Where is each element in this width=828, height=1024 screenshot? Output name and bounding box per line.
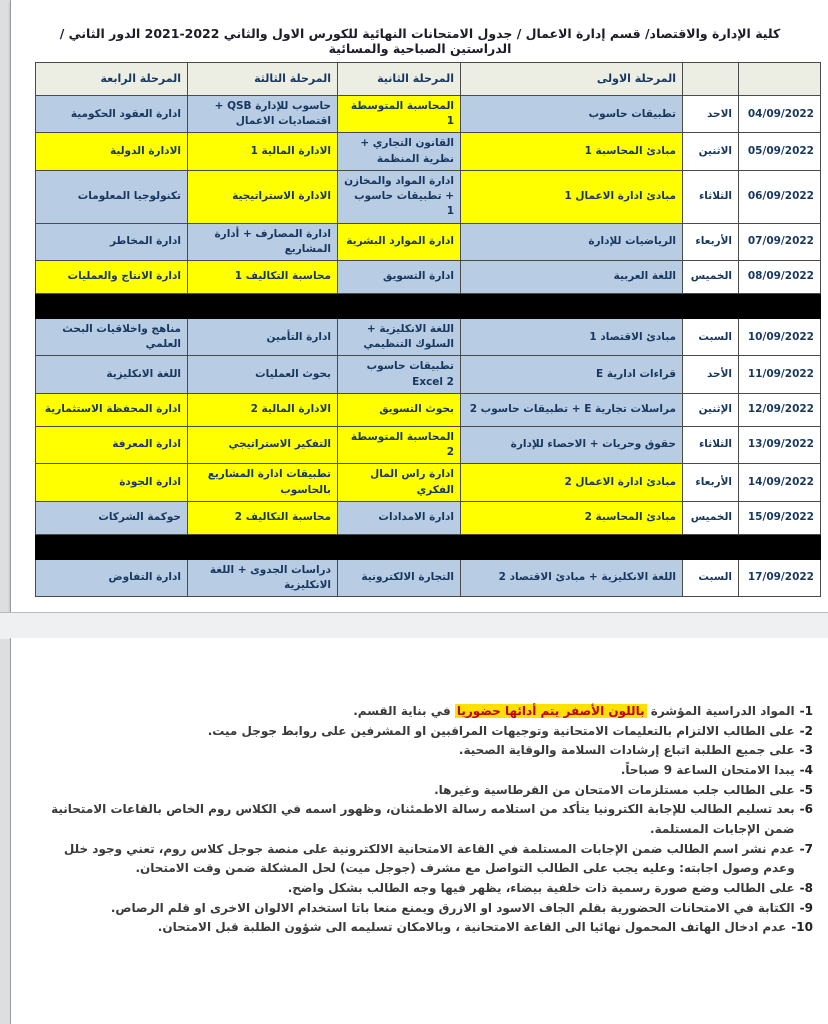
table-row <box>36 426 821 463</box>
date-cell: 15/09/2022 <box>739 501 821 534</box>
yellow-highlight: باللون الأصفر يتم أدائها حضوريا <box>456 704 645 718</box>
exam-cell-stage4: ادارة الانتاج والعمليات <box>36 260 188 293</box>
day-cell: الأحد <box>683 356 739 393</box>
note-text <box>39 741 795 761</box>
exam-cell-stage2: القانون التجاري + نظرية المنظمة <box>338 133 461 170</box>
exam-cell-stage1: حقوق وحريات + الاحصاء للإدارة <box>461 426 683 463</box>
separator-bar <box>36 534 821 559</box>
table-row <box>36 356 821 393</box>
exam-cell-stage4: ادارة المعرفة <box>36 426 188 463</box>
table-row <box>36 464 821 501</box>
day-cell: الإثنين <box>683 393 739 426</box>
exam-cell-stage4: اللغة الانكليزية <box>36 356 188 393</box>
exam-table-body <box>36 96 821 597</box>
separator-row <box>36 534 821 559</box>
note-number: 5- <box>799 782 813 797</box>
table-row <box>36 501 821 534</box>
note-text <box>39 722 795 742</box>
date-cell: 11/09/2022 <box>739 356 821 393</box>
date-cell: 10/09/2022 <box>739 318 821 355</box>
note-text <box>39 879 795 899</box>
exam-cell-stage2: ادارة راس المال الفكري <box>338 464 461 501</box>
exam-cell-stage3: تطبيقات ادارة المشاريع بالحاسوب <box>188 464 338 501</box>
table-row <box>36 393 821 426</box>
note-text <box>39 761 795 781</box>
table-row <box>36 559 821 596</box>
note-text <box>39 899 795 919</box>
day-cell: الاحد <box>683 96 739 133</box>
date-cell: 05/09/2022 <box>739 133 821 170</box>
exam-table <box>35 62 821 597</box>
header-stage1: المرحلة الاولى <box>461 63 683 96</box>
exam-cell-stage4: ادارة الجودة <box>36 464 188 501</box>
note-text-segment: على جميع الطلبة اتباع إرشادات السلامة والوقاية الصحية. <box>458 743 795 758</box>
note-text-segment: عدم نشر اسم الطالب ضمن الإجابات المستلمة في القاعة الامتحانية الالكترونية على منصة جوجل كلاس روم، تعني وجود خلل وعدم وصول اجابته: وعليه يجب على الطالب التواصل مع مشرف (جوجل ميت) لحل المشكلة ضمن وقت الامتحان. <box>63 841 795 876</box>
note-item <box>39 918 813 938</box>
note-text-segment: عدم ادخال الهاتف المحمول نهائيا الى القاعة الامتحانية ، وبالامكان تسليمه الى شؤون الطلبة قبل الامتحان. <box>157 920 787 935</box>
exam-cell-stage1: مبادئ ادارة الاعمال 1 <box>461 170 683 223</box>
exam-cell-stage1: اللغة العربية <box>461 260 683 293</box>
header-day <box>683 63 739 96</box>
page-2 <box>10 638 828 1024</box>
exam-cell-stage2: ادارة المواد والمخازن + تطبيقات حاسوب 1 <box>338 170 461 223</box>
note-number: 6- <box>799 802 813 817</box>
exam-cell-stage1: الرياضيات للإدارة <box>461 223 683 260</box>
day-cell: الخميس <box>683 501 739 534</box>
note-number: 2- <box>799 723 813 738</box>
note-text <box>39 840 795 879</box>
header-stage4: المرحلة الرابعة <box>36 63 188 96</box>
note-item <box>39 781 813 801</box>
note-text-segment: المواد الدراسية المؤشرة <box>646 704 795 718</box>
day-cell: الاثنين <box>683 133 739 170</box>
note-item <box>39 879 813 899</box>
note-number: 8- <box>799 881 813 896</box>
table-row <box>36 260 821 293</box>
note-number: 1- <box>799 704 813 718</box>
note-item <box>39 702 813 722</box>
note-text-segment: بعد تسليم الطالب للإجابة الكترونيا يتأكد من استلامه رسالة الاطمئنان، وظهور اسمه في الكلاس روم الخاص بالقاعات الامتحانية ضمن الإجابات المستلمة. <box>51 802 795 837</box>
day-cell: الخميس <box>683 260 739 293</box>
note-text-segment: على الطالب جلب مستلزمات الامتحان من القرطاسية وغيرها. <box>434 782 795 797</box>
note-text-segment: الكتابة في الامتحانات الحضورية بقلم الجاف الاسود او الازرق ويمنع منعا باتا استخدام الالوان الاخرى او قلم الرصاص. <box>110 900 795 915</box>
exam-cell-stage2: التجارة الالكترونية <box>338 559 461 596</box>
exam-cell-stage1: مبادئ المحاسبة 1 <box>461 133 683 170</box>
exam-cell-stage3: الادارة المالية 1 <box>188 133 338 170</box>
day-cell: الأربعاء <box>683 223 739 260</box>
exam-cell-stage2: ادارة التسويق <box>338 260 461 293</box>
note-text-segment: على الطالب الالتزام بالتعليمات الامتحانية وتوجيهات المراقبين او المشرفين على روابط جوجل ميت. <box>207 723 795 738</box>
note-text <box>39 702 795 722</box>
note-item <box>39 722 813 742</box>
separator-row <box>36 293 821 318</box>
exam-cell-stage4: الادارة الدولية <box>36 133 188 170</box>
note-item <box>39 741 813 761</box>
exam-table-header <box>36 63 821 96</box>
note-text <box>39 781 795 801</box>
exam-cell-stage3: ادارة التأمين <box>188 318 338 355</box>
date-cell: 08/09/2022 <box>739 260 821 293</box>
header-row <box>36 63 821 96</box>
exam-cell-stage3: الادارة المالية 2 <box>188 393 338 426</box>
note-number: 7- <box>799 841 813 856</box>
exam-cell-stage2: بحوث التسويق <box>338 393 461 426</box>
exam-cell-stage2: ادارة الموارد البشرية <box>338 223 461 260</box>
exam-cell-stage3: دراسات الجدوى + اللغة الانكليزية <box>188 559 338 596</box>
exam-cell-stage4: ادارة التفاوض <box>36 559 188 596</box>
date-cell: 04/09/2022 <box>739 96 821 133</box>
exam-cell-stage4: تكنولوجيا المعلومات <box>36 170 188 223</box>
exam-cell-stage1: مراسلات تجارية E + تطبيقات حاسوب 2 <box>461 393 683 426</box>
day-cell: السبت <box>683 318 739 355</box>
separator-bar <box>36 293 821 318</box>
exam-cell-stage2: المحاسبة المتوسطة 1 <box>338 96 461 133</box>
date-cell: 07/09/2022 <box>739 223 821 260</box>
table-row <box>36 133 821 170</box>
day-cell: الأربعاء <box>683 464 739 501</box>
note-number: 10- <box>791 920 813 935</box>
day-cell: السبت <box>683 559 739 596</box>
exam-cell-stage2: المحاسبة المتوسطة 2 <box>338 426 461 463</box>
notes-list <box>39 702 813 938</box>
exam-cell-stage1: مبادئ الاقتصاد 1 <box>461 318 683 355</box>
exam-cell-stage3: الادارة الاستراتيجية <box>188 170 338 223</box>
note-item <box>39 899 813 919</box>
exam-cell-stage1: اللغة الانكليزية + مبادئ الاقتصاد 2 <box>461 559 683 596</box>
note-item <box>39 840 813 879</box>
exam-cell-stage4: مناهج واخلاقيات البحث العلمي <box>36 318 188 355</box>
exam-cell-stage1: قراءات ادارية E <box>461 356 683 393</box>
exam-cell-stage3: ادارة المصارف + أدارة المشاريع <box>188 223 338 260</box>
exam-cell-stage3: حاسوب للإدارة QSB + اقتصاديات الاعمال <box>188 96 338 133</box>
day-cell: الثلاثاء <box>683 426 739 463</box>
exam-cell-stage4: ادارة العقود الحكومية <box>36 96 188 133</box>
page-gap <box>0 612 828 639</box>
exam-cell-stage3: محاسبة التكاليف 2 <box>188 501 338 534</box>
date-cell: 12/09/2022 <box>739 393 821 426</box>
table-row <box>36 96 821 133</box>
exam-cell-stage3: محاسبة التكاليف 1 <box>188 260 338 293</box>
table-row <box>36 170 821 223</box>
exam-cell-stage2: ادارة الامدادات <box>338 501 461 534</box>
page-title: كلية الإدارة والاقتصاد/ قسم إدارة الاعمال / جدول الامتحانات النهائية للكورس الاول والثاني 2022-2021 الدور الثاني / الدراستين الصباحية والمسائية <box>59 26 781 56</box>
exam-cell-stage1: تطبيقات حاسوب <box>461 96 683 133</box>
exam-cell-stage1: مبادئ المحاسبة 2 <box>461 501 683 534</box>
note-text-segment: في بناية القسم. <box>353 704 455 718</box>
exam-cell-stage3: بحوث العمليات <box>188 356 338 393</box>
note-number: 3- <box>799 743 813 758</box>
note-text-segment: على الطالب وضع صورة رسمية ذات خلفية بيضاء، يظهر فيها وجه الطالب بشكل واضح. <box>287 881 795 896</box>
header-date <box>739 63 821 96</box>
note-text <box>39 800 795 839</box>
note-item <box>39 761 813 781</box>
exam-cell-stage3: التفكير الاستراتيجي <box>188 426 338 463</box>
date-cell: 13/09/2022 <box>739 426 821 463</box>
note-number: 9- <box>799 900 813 915</box>
exam-cell-stage4: حوكمة الشركات <box>36 501 188 534</box>
exam-cell-stage4: ادارة المحفظة الاستثمارية <box>36 393 188 426</box>
page-1 <box>10 0 828 612</box>
table-row <box>36 318 821 355</box>
exam-cell-stage4: ادارة المخاطر <box>36 223 188 260</box>
date-cell: 17/09/2022 <box>739 559 821 596</box>
note-text <box>39 918 786 938</box>
date-cell: 14/09/2022 <box>739 464 821 501</box>
header-stage2: المرحلة الثانية <box>338 63 461 96</box>
header-stage3: المرحلة الثالثة <box>188 63 338 96</box>
exam-cell-stage1: مبادئ ادارة الاعمال 2 <box>461 464 683 501</box>
day-cell: الثلاثاء <box>683 170 739 223</box>
note-number: 4- <box>799 763 813 778</box>
exam-cell-stage2: اللغة الانكليزية + السلوك التنظيمي <box>338 318 461 355</box>
note-text-segment: يبدا الامتحان الساعة 9 صباحاً. <box>620 763 795 778</box>
note-item <box>39 800 813 839</box>
date-cell: 06/09/2022 <box>739 170 821 223</box>
exam-cell-stage2: تطبيقات حاسوب Excel 2 <box>338 356 461 393</box>
table-row <box>36 223 821 260</box>
